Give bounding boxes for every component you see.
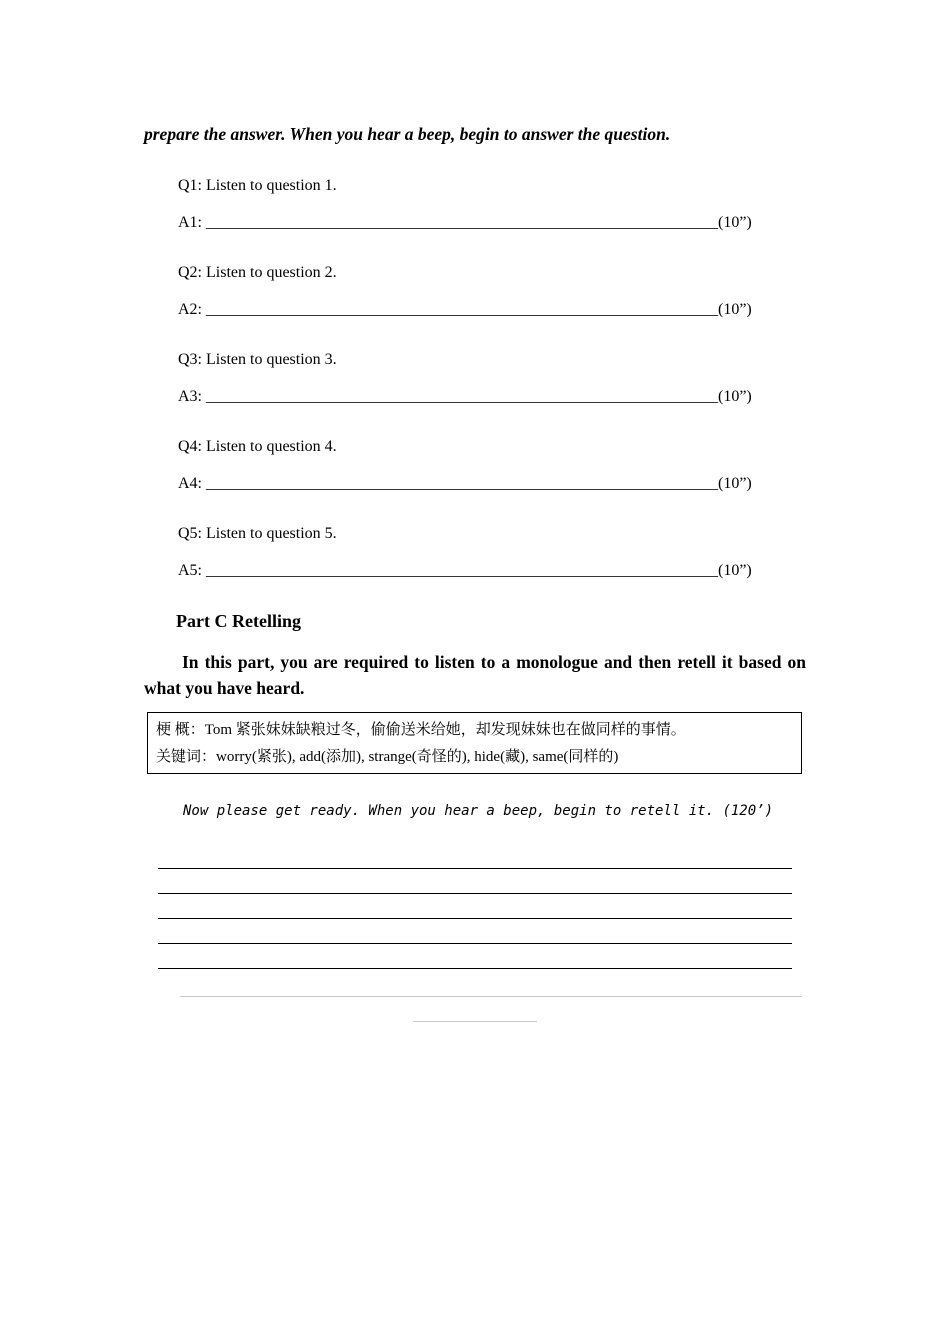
summary-text: 梗 概：Tom 紧张妹妹缺粮过冬，偷偷送米给她，却发现妹妹也在做同样的事情。 (156, 722, 686, 738)
answer-line-1[interactable]: A1: ________________________________________________________________(10”) (178, 214, 752, 231)
answer-line-3[interactable]: A3: ________________________________________________________________(10”) (178, 388, 752, 405)
retell-line-3[interactable] (158, 918, 792, 919)
question-4: Q4: Listen to question 4. (178, 438, 337, 455)
footer-divider-short (413, 1021, 537, 1022)
question-2: Q2: Listen to question 2. (178, 264, 337, 281)
question-1: Q1: Listen to question 1. (178, 177, 337, 194)
summary-box (147, 712, 802, 774)
retell-line-4[interactable] (158, 943, 792, 944)
answer-line-5[interactable]: A5: ________________________________________________________________(10”) (178, 562, 752, 579)
answer-line-2[interactable]: A2: ________________________________________________________________(10”) (178, 301, 752, 318)
answer-line-4[interactable]: A4: ________________________________________________________________(10”) (178, 475, 752, 492)
question-3: Q3: Listen to question 3. (178, 351, 337, 368)
keywords-text: 关键词：worry(紧张), add(添加), strange(奇怪的), hide(藏), same(同样的) (156, 749, 619, 765)
ready-prompt: Now please get ready. When you hear a beep, begin to retell it. (120’) (183, 803, 774, 819)
retell-line-1[interactable] (158, 868, 792, 869)
footer-divider (180, 996, 802, 997)
part-c-instruction: In this part, you are required to listen to a monologue and then retell it based on what you have heard. (144, 652, 806, 698)
part-c-title: Part C Retelling (176, 611, 301, 631)
retell-line-2[interactable] (158, 893, 792, 894)
question-5: Q5: Listen to question 5. (178, 525, 337, 542)
retell-line-5[interactable] (158, 968, 792, 969)
section-intro-text: prepare the answer. When you hear a beep, begin to answer the question. (144, 124, 671, 144)
